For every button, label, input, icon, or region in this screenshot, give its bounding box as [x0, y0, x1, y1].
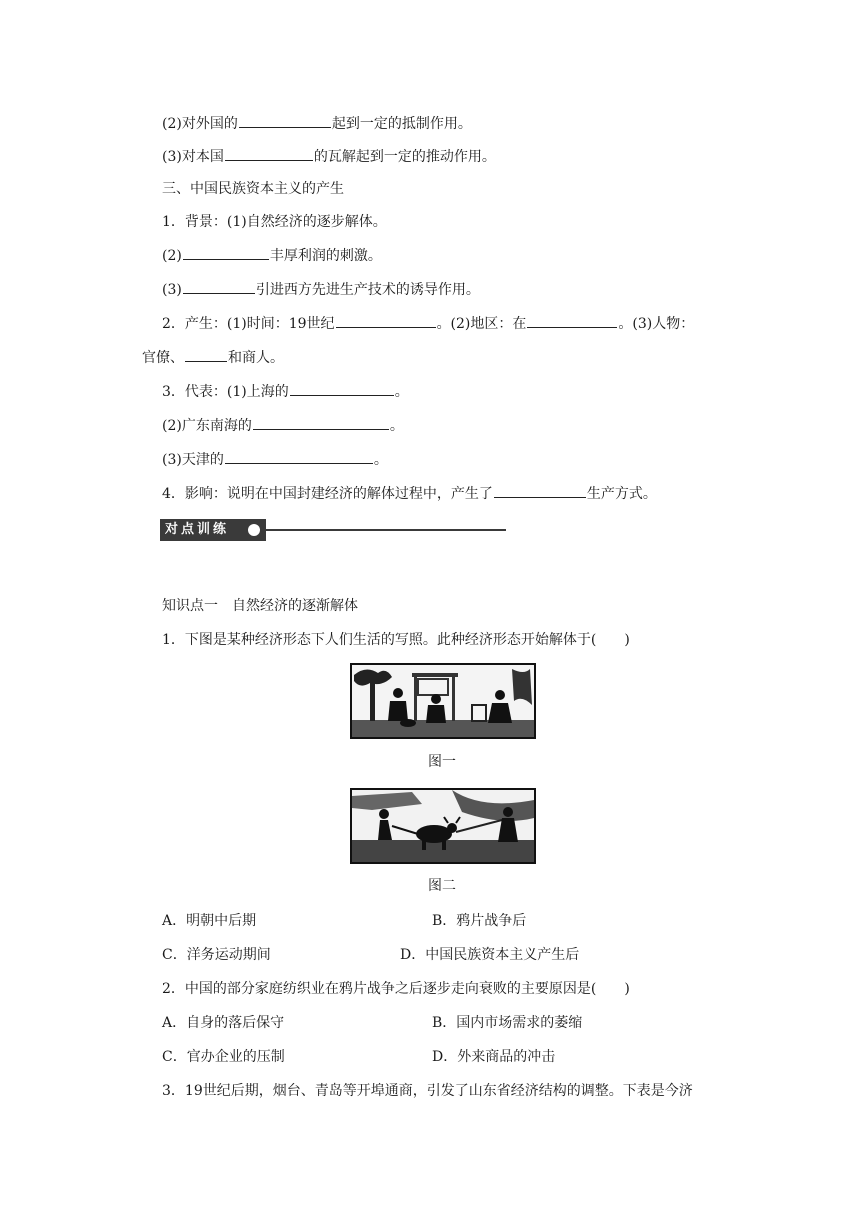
fill-blank [183, 279, 255, 294]
q2-option-d[interactable]: D．外来商品的冲击 [432, 1049, 556, 1065]
figure-2-caption: 图二 [428, 878, 456, 894]
text: (2) [162, 248, 182, 264]
fill-blank [239, 113, 331, 128]
text: 丰厚利润的刺激。 [269, 248, 382, 264]
text: 的瓦解起到一定的推动作用。 [313, 149, 496, 165]
weaving-scene-woodcut-icon [350, 663, 536, 739]
text-line [162, 113, 472, 134]
text: 。 [389, 418, 404, 434]
fill-blank [290, 381, 394, 396]
text-line [162, 313, 694, 334]
ox-plowing-scene-woodcut-icon [350, 788, 536, 864]
text: (3)对本国 [162, 149, 224, 165]
fill-blank [494, 483, 586, 498]
text-line [162, 146, 496, 167]
text: 。(3)人物： [618, 316, 695, 332]
banner-rule [266, 529, 506, 531]
fill-blank [185, 347, 227, 362]
fill-blank [183, 245, 269, 260]
text-line [162, 381, 409, 402]
q2-option-a[interactable]: A．自身的落后保守 [162, 1015, 285, 1031]
text: 引进西方先进生产技术的诱导作用。 [255, 282, 480, 298]
banner-label: 对点训练 [160, 519, 266, 541]
text-line [162, 449, 388, 470]
text: 。(2)地区：在 [436, 316, 527, 332]
knowledge-point-heading: 知识点一 自然经济的逐渐解体 [162, 598, 358, 614]
section-banner [160, 519, 506, 541]
banner-dot-icon [248, 524, 260, 536]
question-2: 2．中国的部分家庭纺织业在鸦片战争之后逐步走向衰败的主要原因是( ) [162, 981, 630, 997]
figure-1-caption: 图一 [428, 754, 456, 770]
fill-blank [527, 313, 617, 328]
fill-blank [336, 313, 436, 328]
text: 起到一定的抵制作用。 [331, 116, 472, 132]
text-line: 1．背景：(1)自然经济的逐步解体。 [162, 214, 387, 230]
q1-option-d[interactable]: D．中国民族资本主义产生后 [400, 947, 580, 963]
section-heading: 三、中国民族资本主义的产生 [162, 181, 344, 197]
text: 。 [394, 384, 409, 400]
text: 和商人。 [228, 350, 284, 366]
q2-option-c[interactable]: C．官办企业的压制 [162, 1049, 285, 1065]
text: 4．影响：说明在中国封建经济的解体过程中，产生了 [162, 486, 493, 502]
text: 。 [373, 452, 388, 468]
text: (2)广东南海的 [162, 418, 252, 434]
text-line [162, 245, 382, 266]
text-line [162, 483, 657, 504]
fill-blank [253, 415, 389, 430]
fill-blank [225, 146, 313, 161]
text: 3．代表：(1)上海的 [162, 384, 289, 400]
text-line [162, 279, 480, 300]
text: 官僚、 [142, 350, 184, 366]
text: 2．产生：(1)时间：19世纪 [162, 316, 335, 332]
text-line [162, 415, 404, 436]
q2-option-b[interactable]: B．国内市场需求的萎缩 [432, 1015, 583, 1031]
text: (2)对外国的 [162, 116, 238, 132]
q1-option-a[interactable]: A．明朝中后期 [162, 913, 257, 929]
q1-option-c[interactable]: C．洋务运动期间 [162, 947, 271, 963]
text-line [142, 347, 284, 368]
fill-blank [225, 449, 373, 464]
text: (3) [162, 282, 182, 298]
question-3: 3．19世纪后期，烟台、青岛等开埠通商，引发了山东省经济结构的调整。下表是今济 [162, 1083, 693, 1099]
text: (3)天津的 [162, 452, 224, 468]
text: 生产方式。 [586, 486, 657, 502]
question-1: 1．下图是某种经济形态下人们生活的写照。此种经济形态开始解体于( ) [162, 632, 630, 648]
q1-option-b[interactable]: B．鸦片战争后 [432, 913, 527, 929]
